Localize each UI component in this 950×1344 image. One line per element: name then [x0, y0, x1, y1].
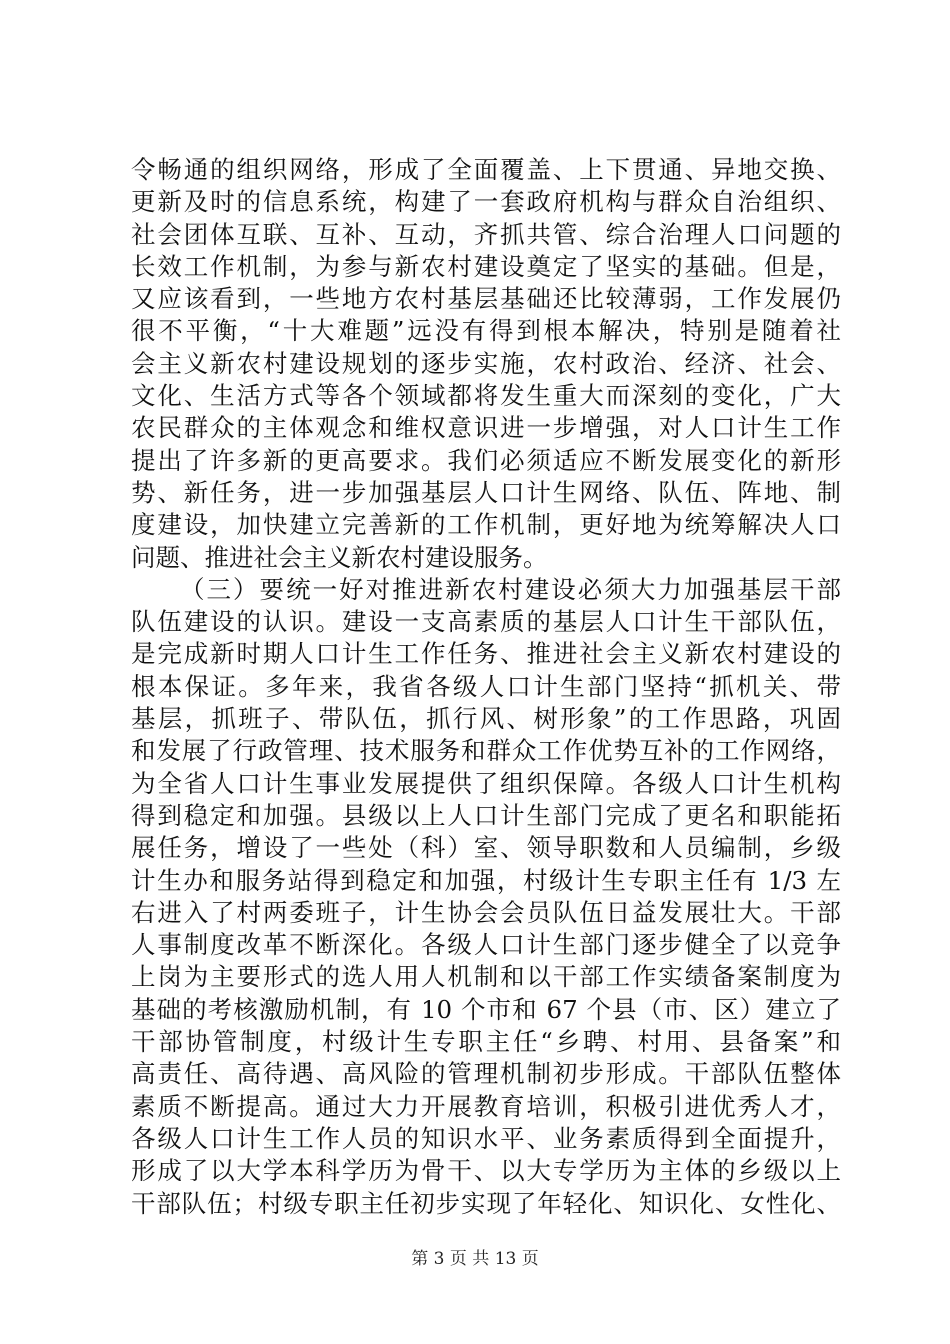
- text-line: 高责任、高待遇、高风险的管理机制初步形成。干部队伍整体: [131, 1059, 841, 1089]
- text-line: 各级人口计生工作人员的知识水平、业务素质得到全面提升，: [131, 1123, 841, 1153]
- body-text: [131, 154, 841, 1220]
- text-line: 右进入了村两委班子，计生协会会员队伍日益发展壮大。干部: [131, 897, 841, 927]
- text-line: 人事制度改革不断深化。各级人口计生部门逐步健全了以竞争: [131, 930, 841, 960]
- text-line: 为全省人口计生事业发展提供了组织保障。各级人口计生机构: [131, 768, 841, 798]
- text-line: 上岗为主要形式的选人用人机制和以干部工作实绩备案制度为: [131, 962, 841, 992]
- text-line: 展任务，增设了一些处（科）室、领导职数和人员编制，乡级: [131, 833, 841, 863]
- text-line: 基层，抓班子、带队伍，抓行风、树形象”的工作思路，巩固: [131, 704, 841, 734]
- text-line: 问题、推进社会主义新农村建设服务。: [131, 542, 548, 572]
- text-line: 形成了以大学本科学历为骨干、以大专学历为主体的乡级以上: [131, 1156, 841, 1186]
- text-line: 和发展了行政管理、技术服务和群众工作优势互补的工作网络，: [131, 736, 841, 766]
- text-line: 势、新任务，进一步加强基层人口计生网络、队伍、阵地、制: [131, 477, 841, 507]
- text-line: 提出了许多新的更高要求。我们必须适应不断发展变化的新形: [131, 445, 841, 475]
- text-line: 文化、生活方式等各个领域都将发生重大而深刻的变化，广大: [131, 381, 841, 411]
- text-line: 素质不断提高。通过大力开展教育培训，积极引进优秀人才，: [131, 1091, 841, 1121]
- text-line: 是完成新时期人口计生工作任务、推进社会主义新农村建设的: [131, 639, 841, 669]
- text-line: 令畅通的组织网络，形成了全面覆盖、上下贯通、异地交换、: [131, 155, 841, 184]
- text-line: 根本保证。多年来，我省各级人口计生部门坚持“抓机关、带: [131, 671, 841, 701]
- text-line: 农民群众的主体观念和维权意识进一步增强，对人口计生工作: [131, 413, 841, 443]
- text-line: 度建设，加快建立完善新的工作机制，更好地为统筹解决人口: [131, 510, 841, 540]
- text-line: 很不平衡，“十大难题”远没有得到根本解决，特别是随着社: [131, 316, 841, 346]
- text-line: 得到稳定和加强。县级以上人口计生部门完成了更名和职能拓: [131, 800, 841, 830]
- text-line: 计生办和服务站得到稳定和加强，村级计生专职主任有 1/3 左: [131, 865, 841, 895]
- text-line: 长效工作机制，为参与新农村建设奠定了坚实的基础。但是，: [131, 251, 841, 281]
- page-footer: 第 3 页 共 13 页: [411, 1249, 539, 1269]
- text-line: 社会团体互联、互补、互动，齐抓共管、综合治理人口问题的: [131, 219, 841, 249]
- text-line: 队伍建设的认识。建设一支高素质的基层人口计生干部队伍，: [131, 607, 841, 637]
- text-line: 更新及时的信息系统，构建了一套政府机构与群众自治组织、: [131, 187, 841, 217]
- text-line: 会主义新农村建设规划的逐步实施，农村政治、经济、社会、: [131, 348, 841, 378]
- text-line: 又应该看到，一些地方农村基层基础还比较薄弱，工作发展仍: [131, 284, 841, 314]
- text-line: 干部队伍；村级专职主任初步实现了年轻化、知识化、女性化、: [131, 1188, 841, 1218]
- text-line: 基础的考核激励机制，有 10 个市和 67 个县（市、区）建立了: [131, 994, 841, 1024]
- text-line: （三）要统一好对推进新农村建设必须大力加强基层干部: [180, 574, 841, 604]
- text-line: 干部协管制度，村级计生专职主任“乡聘、村用、县备案”和: [131, 1027, 841, 1057]
